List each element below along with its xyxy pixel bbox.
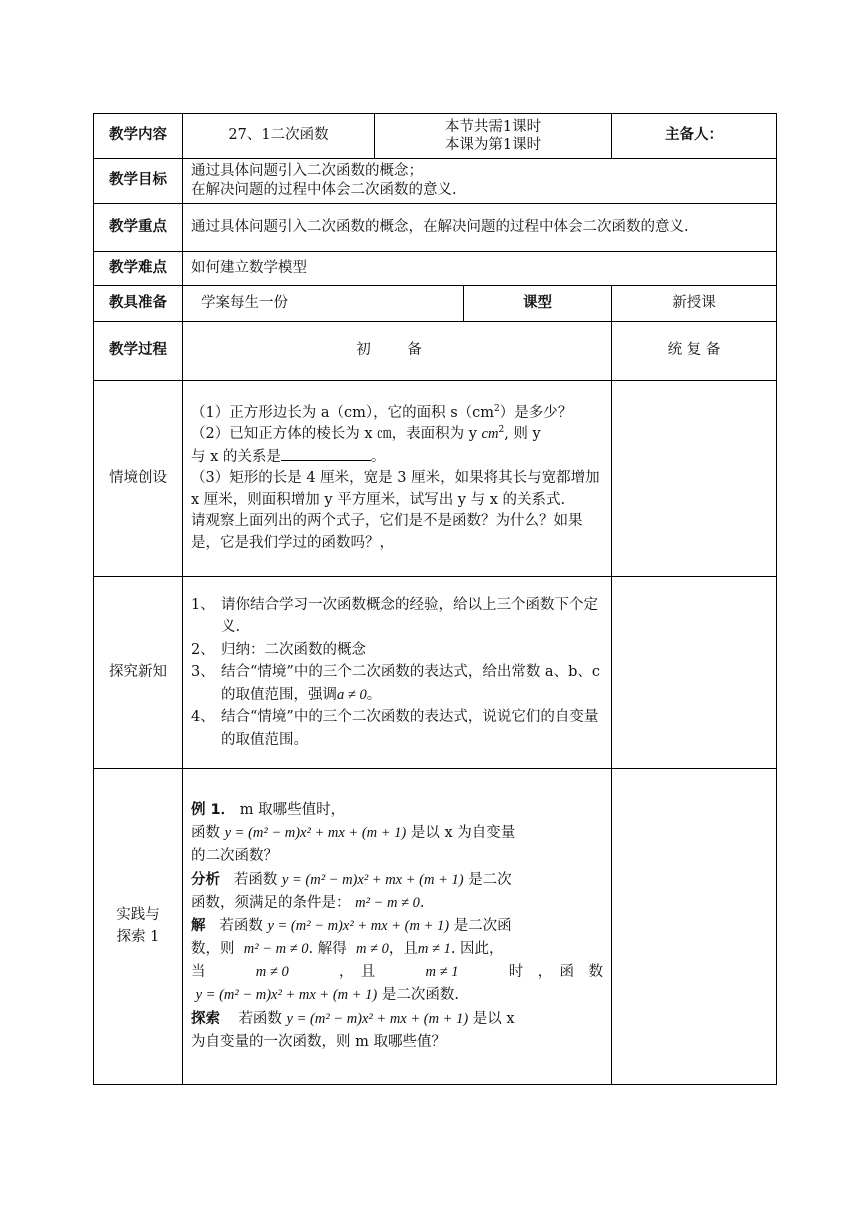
solution-line4: y = (m² − m)x² + mx + (m + 1) 是二次函数. — [195, 987, 459, 1004]
practice-review-cell — [612, 769, 777, 1085]
tools-label: 教具准备 — [94, 286, 183, 322]
goals-line-1: 通过具体问题引入二次函数的概念； — [191, 163, 423, 180]
review-prep-heading: 统 复 备 — [612, 322, 777, 381]
solution-line3: 当 m ≠ 0 ， 且 m ≠ 1 时 ， 函 数 — [191, 964, 603, 981]
preparer-label: 主备人： — [612, 114, 777, 159]
situation-observe: 请观察上面列出的两个式子，它们是不是函数？为什么？如果是，它是我们学过的函数吗？， — [191, 513, 583, 551]
goals-line-2: 在解决问题的过程中体会二次函数的意义. — [191, 182, 457, 198]
analysis-condition: 函数，须满足的条件是： m² − m ≠ 0. — [191, 894, 425, 911]
explore-content — [183, 577, 612, 769]
situation-q3: （3）矩形的长是 4 厘米，宽是 3 厘米，如果将其长与宽都增加 x 厘米，则面积增加 y 平方厘米，试写出 y 与 x 的关系式. — [191, 470, 600, 508]
goals-row — [94, 159, 777, 204]
example-question: 的二次函数？ — [191, 848, 278, 865]
header-row — [94, 114, 777, 159]
process-row — [94, 322, 777, 381]
hours-current: 本课为第1课时 — [444, 137, 542, 153]
explore-item: 4、 结合“情境”中的三个二次函数的表达式，说说它们的自变量的取值范围。 — [191, 709, 599, 748]
hours-cell — [375, 114, 612, 159]
answer-blank[interactable] — [281, 446, 371, 461]
situation-q1: （1）正方形边长为 a（cm），它的面积 $s(cm^2)$是多少？ — [191, 404, 573, 421]
explore-list — [191, 594, 603, 751]
example-formula: 函数 y = (m² − m)x² + mx + (m + 1) 是以 x 为自变量 — [191, 825, 516, 842]
practice-label: 实践与 探索 1 — [94, 769, 183, 1085]
lesson-type-label: 课型 — [464, 286, 612, 322]
content-label: 教学内容 — [94, 114, 183, 159]
situation-label: 情境创设 — [94, 381, 183, 577]
example-title: 例 1． m 取哪些值时， — [191, 801, 346, 818]
goals-text — [183, 159, 777, 204]
difficulty-text: 如何建立数学模型 — [183, 252, 777, 286]
situation-q2: （2）已知正方体的棱长为 x ㎝，表面积为 y $cm^2$, 则 y — [191, 425, 541, 443]
situation-row — [94, 381, 777, 577]
situation-content — [183, 381, 612, 577]
hours-total: 本节共需1课时 — [444, 118, 542, 135]
explore-question: 探索 若函数 y = (m² − m)x² + mx + (m + 1) 是以 x — [191, 1010, 515, 1027]
goals-label: 教学目标 — [94, 159, 183, 204]
explore-item: 3、 结合“情境”中的三个二次函数的表达式，给出常数 a、b、c 的取值范围，强调a ≠ 0。 — [191, 664, 600, 703]
explore-item: 2、 归纳：二次函数的概念 — [191, 641, 366, 658]
focus-row — [94, 204, 777, 252]
situation-q2-line2: 与 x 的关系是 。 — [191, 446, 603, 468]
difficulty-label: 教学难点 — [94, 252, 183, 286]
focus-text: 通过具体问题引入二次函数的概念，在解决问题的过程中体会二次函数的意义. — [183, 204, 777, 252]
lesson-plan-table — [93, 113, 777, 1085]
process-label: 教学过程 — [94, 322, 183, 381]
explore-review-cell — [612, 577, 777, 769]
practice-content — [183, 769, 612, 1085]
situation-review-cell — [612, 381, 777, 577]
initial-prep-heading: 初 备 — [183, 322, 612, 381]
explore-question-line2: 为自变量的一次函数，则 m 取哪些值？ — [191, 1033, 446, 1050]
explore-label: 探究新知 — [94, 577, 183, 769]
explore-row — [94, 577, 777, 769]
practice-row — [94, 769, 777, 1085]
topic-cell: 27、1二次函数 — [183, 114, 375, 159]
analysis: 分析 若函数 y = (m² − m)x² + mx + (m + 1) 是二次 — [191, 871, 512, 888]
focus-label: 教学重点 — [94, 204, 183, 252]
tools-row — [94, 286, 777, 322]
difficulty-row — [94, 252, 777, 286]
solution: 解 若函数 y = (m² − m)x² + mx + (m + 1) 是二次函 — [191, 917, 512, 934]
explore-item: 1、 请你结合学习一次函数概念的经验，给以上三个函数下个定义. — [191, 596, 598, 636]
tools-text: 学案每生一份 — [183, 286, 464, 322]
lesson-type-value: 新授课 — [612, 286, 777, 322]
solution-line2: 数，则 m² − m ≠ 0. 解得 m ≠ 0，且m ≠ 1. 因此， — [191, 941, 504, 958]
